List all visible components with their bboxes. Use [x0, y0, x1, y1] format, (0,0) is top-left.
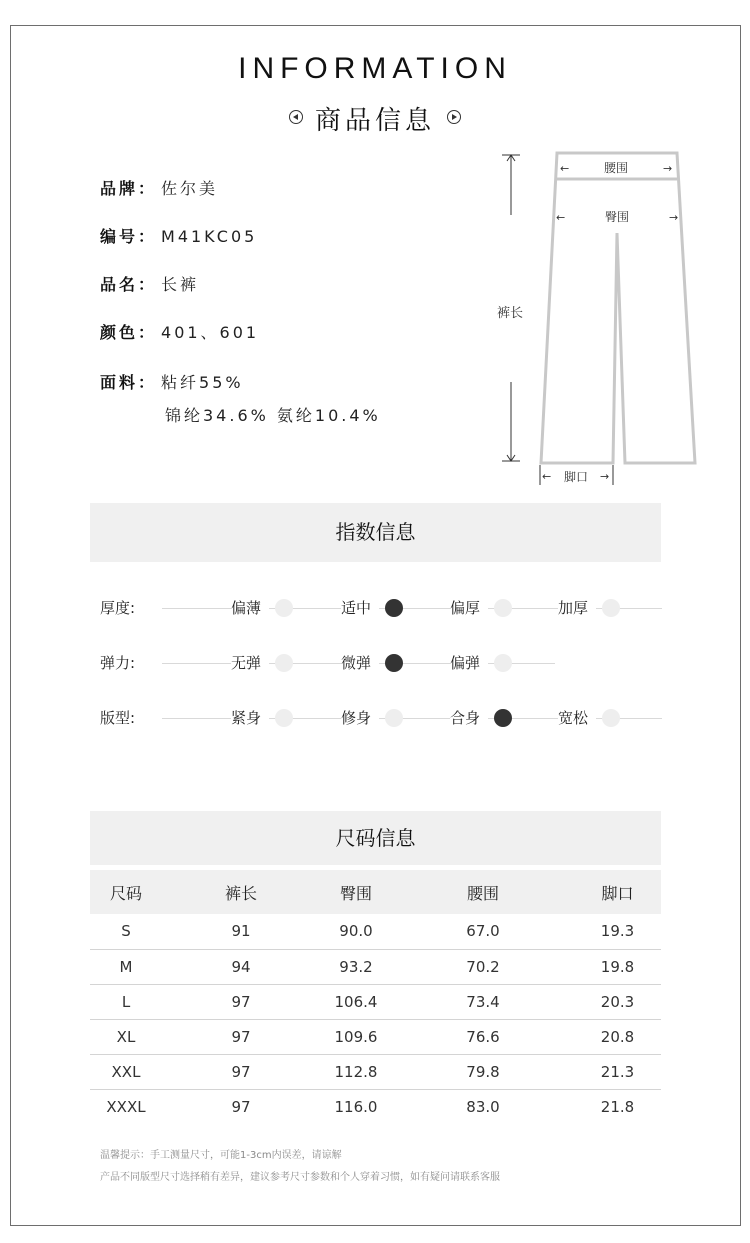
size-table-cell: 112.8 — [320, 1054, 392, 1089]
index-option: 偏厚 — [450, 596, 488, 620]
color-value: 401、601 — [161, 323, 260, 342]
size-header-cell: 裤长 — [162, 870, 320, 914]
index-dot — [275, 599, 293, 617]
index-option: 偏弹 — [450, 651, 488, 675]
size-table-cell: XXL — [90, 1054, 162, 1089]
name-label: 品名： — [100, 275, 158, 294]
size-table-cell: 90.0 — [320, 914, 392, 949]
index-row-elasticity — [100, 651, 665, 675]
title-chinese-row — [0, 100, 750, 137]
size-table-cell: XXXL — [106, 1097, 146, 1116]
size-table-row — [90, 1019, 661, 1054]
pants-diagram — [480, 145, 720, 495]
index-option: 无弹 — [231, 651, 269, 675]
size-header-cell: 尺码 — [90, 870, 162, 914]
index-row-label: 版型: — [100, 709, 136, 727]
color-row — [100, 320, 259, 343]
pants-outline-icon — [541, 153, 695, 463]
size-table-cell: 97 — [162, 1019, 320, 1054]
index-section-title: 指数信息 — [90, 503, 661, 562]
size-table-cell: 106.4 — [320, 984, 392, 1019]
size-table-row — [90, 914, 661, 949]
size-table-cell: 73.4 — [392, 984, 574, 1019]
index-option: 宽松 — [558, 706, 596, 730]
fabric-label: 面料： — [100, 373, 158, 392]
code-label: 编号： — [100, 227, 158, 246]
index-dot — [385, 709, 403, 727]
hip-label: 臀围 — [604, 210, 630, 224]
size-table-cell: 116.0 — [334, 1097, 378, 1116]
svg-text:→: → — [669, 211, 679, 224]
index-dot-selected — [385, 599, 403, 617]
name-row — [100, 272, 199, 295]
index-dot — [602, 709, 620, 727]
index-option: 合身 — [450, 706, 488, 730]
size-header-cell: 腰围 — [392, 870, 574, 914]
index-dot-selected — [385, 654, 403, 672]
color-label: 颜色： — [100, 323, 158, 342]
size-table-cell: 93.2 — [320, 949, 392, 984]
length-label: 裤长 — [496, 306, 524, 321]
svg-text:←: ← — [556, 211, 566, 224]
index-dot — [494, 599, 512, 617]
index-option: 偏薄 — [231, 596, 269, 620]
size-table-cell: 21.8 — [600, 1097, 635, 1116]
size-table-cell: 21.3 — [574, 1054, 661, 1089]
fabric-row — [100, 370, 244, 393]
title-chinese: 商品信息 — [314, 106, 435, 136]
brand-row — [100, 176, 218, 199]
size-table-cell: XL — [90, 1019, 162, 1054]
svg-text:→: → — [600, 470, 610, 483]
size-table-cell: 19.3 — [574, 914, 661, 949]
size-table-cell: 79.8 — [392, 1054, 574, 1089]
note-line-2: 产品不同版型尺寸选择稍有差异，建议参考尺寸参数和个人穿着习惯，如有疑问请联系客服 — [100, 1172, 500, 1183]
size-table-cell: 91 — [162, 914, 320, 949]
svg-text:←: ← — [542, 470, 552, 483]
size-table-header — [90, 870, 661, 914]
size-table-cell: 94 — [162, 949, 320, 984]
size-table-cell: 97 — [162, 984, 320, 1019]
size-table-row — [90, 1054, 661, 1089]
index-dot-selected — [494, 709, 512, 727]
size-table-row — [90, 949, 661, 984]
size-table-cell: 97 — [231, 1097, 251, 1116]
hem-label: 脚口 — [563, 470, 589, 484]
waist-label: 腰围 — [603, 161, 629, 175]
index-dot — [275, 654, 293, 672]
index-dot — [602, 599, 620, 617]
size-table-cell: L — [90, 984, 162, 1019]
title-english: INFORMATION — [238, 52, 512, 85]
size-table-cell: 20.8 — [574, 1019, 661, 1054]
size-table-cell: M — [90, 949, 162, 984]
index-option: 紧身 — [231, 706, 269, 730]
index-option: 加厚 — [558, 596, 596, 620]
size-table-row — [90, 1089, 661, 1124]
size-table-cell: 76.6 — [392, 1019, 574, 1054]
size-table-cell: 97 — [162, 1054, 320, 1089]
svg-text:→: → — [663, 162, 673, 175]
size-table-cell: 70.2 — [392, 949, 574, 984]
index-option: 微弹 — [341, 651, 379, 675]
index-row-fit — [100, 706, 665, 730]
code-value: M41KC05 — [161, 227, 258, 246]
right-arrow-icon — [447, 110, 461, 124]
index-option: 适中 — [341, 596, 379, 620]
size-table-cell: 83.0 — [466, 1097, 500, 1116]
name-value: 长裤 — [161, 275, 200, 294]
index-dot — [494, 654, 512, 672]
size-section-title: 尺码信息 — [90, 811, 661, 865]
index-row-thickness — [100, 596, 665, 620]
brand-label: 品牌： — [100, 179, 158, 198]
index-dot — [275, 709, 293, 727]
fabric-value: 粘纤55% — [161, 373, 244, 392]
size-header-cell: 臀围 — [320, 870, 392, 914]
size-table-row — [90, 984, 661, 1019]
size-table-cell: 20.3 — [574, 984, 661, 1019]
index-row-label: 厚度: — [100, 599, 136, 617]
size-header-cell: 脚口 — [574, 870, 661, 914]
fabric-value-line2: 锦纶34.6% 氨纶10.4% — [165, 406, 381, 425]
svg-text:←: ← — [560, 162, 570, 175]
size-table — [90, 870, 661, 1124]
size-table-cell: S — [90, 914, 162, 949]
size-table-cell: 109.6 — [320, 1019, 392, 1054]
index-option: 修身 — [341, 706, 379, 730]
code-row — [100, 224, 257, 247]
left-arrow-icon — [289, 110, 303, 124]
brand-value: 佐尔美 — [161, 179, 219, 198]
size-table-cell: 19.8 — [574, 949, 661, 984]
note-line-1: 温馨提示：手工测量尺寸，可能1-3cm内误差，请谅解 — [100, 1150, 342, 1161]
index-row-label: 弹力: — [100, 654, 136, 672]
size-table-cell: 67.0 — [392, 914, 574, 949]
